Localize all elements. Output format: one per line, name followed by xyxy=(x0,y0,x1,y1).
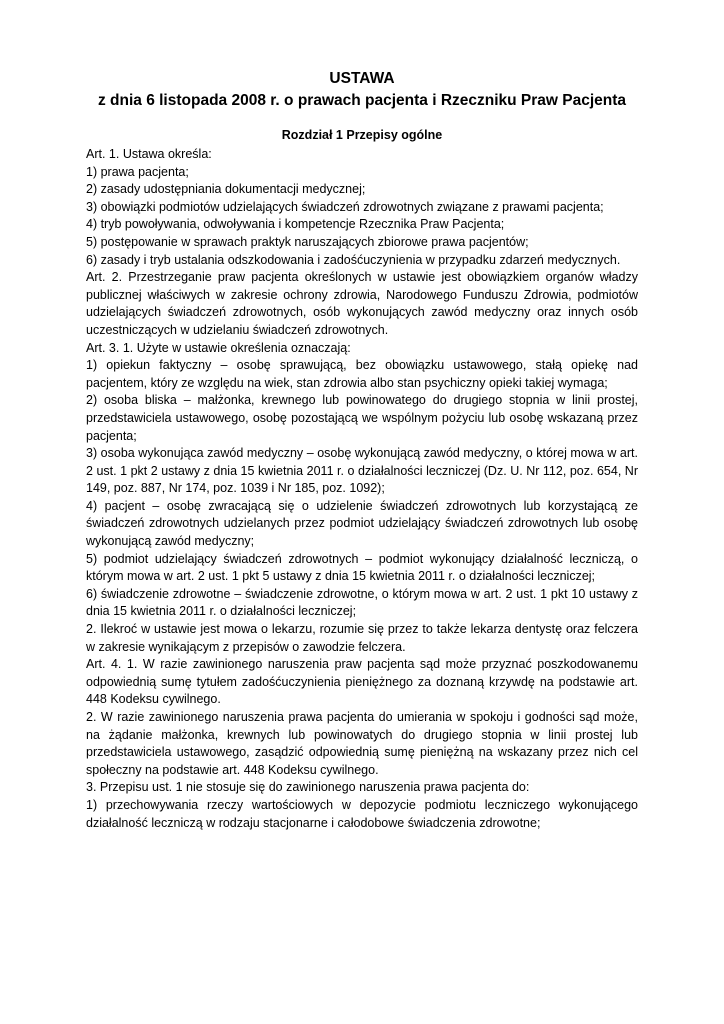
paragraph: 4) tryb powoływania, odwoływania i kompetencje Rzecznika Praw Pacjenta; xyxy=(86,217,505,232)
paragraph: 2) osoba bliska – małżonka, krewnego lub powinowatego do drugiego stopnia w linii prostej, przedstawiciela ustawowego, osobę pozostającą we wspólnym pożyciu lub osobę wskazaną przez pacjenta; xyxy=(86,393,638,443)
paragraph: 2) zasady udostępniania dokumentacji medycznej; xyxy=(86,182,366,197)
paragraph: 1) przechowywania rzeczy wartościowych w depozycie podmiotu leczniczego wykonującego działalność leczniczą w rodzaju stacjonarne i całodobowe świadczenia zdrowotne; xyxy=(86,797,638,830)
paragraph: 3) obowiązki podmiotów udzielających świadczeń zdrowotnych związane z prawami pacjenta; xyxy=(86,199,604,214)
paragraph: 3) osoba wykonująca zawód medyczny – osobę wykonującą zawód medyczny, o której mowa w art. 2 ust. 1 pkt 2 ustawy z dnia 15 kwietnia 2011 r. o działalności leczniczej (Dz. U. Nr 112, poz. 654, Nr 149, poz. 887, Nr 174, poz. 1039 i Nr 185, poz. 1092); xyxy=(86,446,638,496)
chapter-heading: Rozdział 1 Przepisy ogólne xyxy=(281,128,443,142)
paragraph: 3. Przepisu ust. 1 nie stosuje się do zawinionego naruszenia prawa pacjenta do: xyxy=(86,780,530,795)
paragraph: Art. 4. 1. W razie zawinionego naruszenia praw pacjenta sąd może przyznać poszkodowanemu odpowiednią sumę tytułem zadośćuczynienia pieniężnego za doznaną krzywdę na podstawie art. 448 Kodeksu cywilnego. xyxy=(86,657,638,707)
title-line-1: USTAWA xyxy=(329,70,395,87)
document-title xyxy=(86,68,638,112)
paragraph: Art. 3. 1. Użyte w ustawie określenia oznaczają: xyxy=(86,340,351,355)
paragraph: Art. 2. Przestrzeganie praw pacjenta określonych w ustawie jest obowiązkiem organów władzy publicznej właściwych w zakresie ochrony zdrowia, Narodowego Funduszu Zdrowia, podmiotów udzielających świadczeń zdrowotnych, osób wykonujących zawód medyczny oraz innych osób uczestniczących w udzielaniu świadczeń zdrowotnych. xyxy=(86,270,638,337)
paragraph: 4) pacjent – osobę zwracającą się o udzielenie świadczeń zdrowotnych lub korzystającą ze świadczeń zdrowotnych udzielanych przez podmiot udzielający świadczeń zdrowotnych lub osobę wykonującą zawód medyczny; xyxy=(86,498,638,549)
document-body xyxy=(86,146,638,832)
title-line-2: z dnia 6 listopada 2008 r. o prawach pacjenta i Rzeczniku Praw Pacjenta xyxy=(97,92,627,109)
paragraph: 1) prawa pacjenta; xyxy=(86,164,189,179)
paragraph: 5) postępowanie w sprawach praktyk naruszających zbiorowe prawa pacjentów; xyxy=(86,234,529,249)
paragraph: 2. W razie zawinionego naruszenia prawa pacjenta do umierania w spokoju i godności sąd może, na żądanie małżonka, krewnych lub powinowatych do drugiego stopnia w linii prostej lub przedstawiciela ustawowego, zasądzić odpowiednią sumę pieniężną na wskazany przez nich cel społeczny na podstawie art. 448 Kodeksu cywilnego. xyxy=(86,710,638,777)
paragraph: 5) podmiot udzielający świadczeń zdrowotnych – podmiot wykonujący działalność leczniczą, o którym mowa w art. 2 ust. 1 pkt 5 ustawy z dnia 15 kwietnia 2011 r. o działalności leczniczej; xyxy=(86,551,638,584)
paragraph: 2. Ilekroć w ustawie jest mowa o lekarzu, rozumie się przez to także lekarza dentystę oraz felczera w zakresie wynikającym z przepisów o zawodzie felczera. xyxy=(86,622,638,654)
paragraph: 6) zasady i tryb ustalania odszkodowania i zadośćuczynienia w przypadku zdarzeń medycznych. xyxy=(86,252,621,267)
paragraph: 1) opiekun faktyczny – osobę sprawującą, bez obowiązku ustawowego, stałą opiekę nad pacjentem, który ze względu na wiek, stan zdrowia albo stan psychiczny opieki takiej wymaga; xyxy=(86,358,638,390)
paragraph: Art. 1. Ustawa określa: xyxy=(86,147,212,161)
paragraph: 6) świadczenie zdrowotne – świadczenie zdrowotne, o którym mowa w art. 2 ust. 1 pkt 10 ustawy z dnia 15 kwietnia 2011 r. o działalności leczniczej; xyxy=(86,586,638,619)
